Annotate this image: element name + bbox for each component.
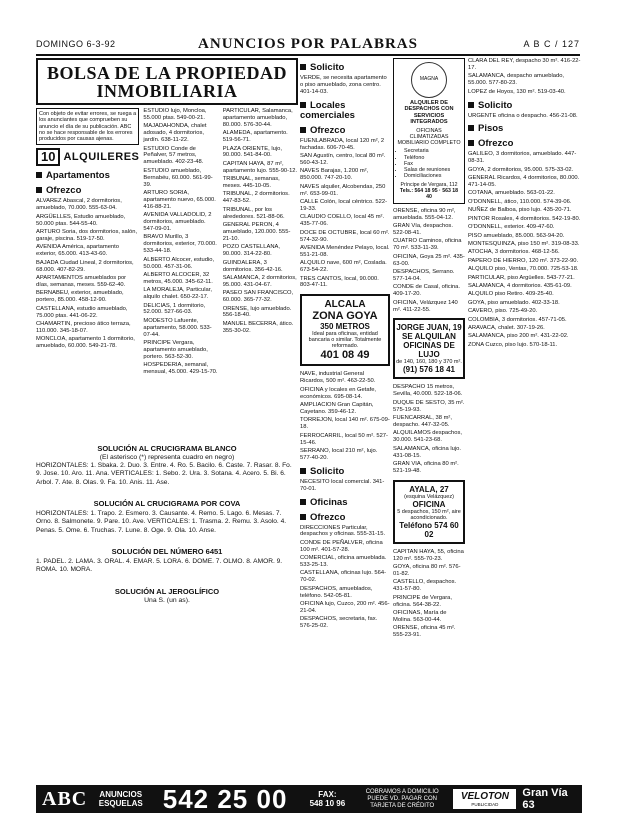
ayala-display-ad [393, 480, 465, 544]
solution-text: HORIZONTALES: 1. Sbaka. 2. Duo. 3. Entre. 4. Ro. 5. Bacilo. 6. Caste. 7. Rasar. 8. Fo. 9. Jose. 10. Aro. 11. Ana. VERTICALES: 1. Sebo. 2. Ura. 3. Sotana. 4. Acero. 5. Bi. 6. Arbol. 7. Ate. 8. Olas. 9. Fa. 10. Anis. 11. Ase. [36, 461, 292, 486]
classified-ad: CASTELLANA, estudio amueblado, 75.000 ptas. 441-06-22. [36, 305, 128, 319]
classified-ad: CAVERO, piso. 725-49-20. [468, 308, 538, 315]
classified-ad: SALAMANCA, 4 dormitorios. 435-61-09. [468, 282, 572, 289]
classified-ad: O'DONNELL, exterior. 409-47-60. [468, 224, 555, 231]
bullet-square-icon [36, 187, 42, 193]
classified-ad: DESPACHOS, Serrano. 577-14-04. [393, 268, 455, 282]
bullet-square-icon [468, 125, 474, 131]
classified-ad: COLOMBIA, 3 dormitorios. 457-71-05. [468, 316, 567, 323]
classified-ad: ATOCHA, 3 dormitorios. 468-12-56. [468, 249, 560, 256]
classified-ad: ESTUDIO lujo, Moncloa, 55.000 ptas. 549-00-21. [143, 108, 207, 121]
ad-body: 5 despachos, 150 m², aire acondicionado. [397, 508, 461, 521]
classified-ad: TRIBUNAL, 2 dormitorios. 447-83-52. [222, 191, 290, 205]
classified-ad: SAN Agustín, centro, local 80 m². 560-43-12. [300, 153, 386, 166]
fax-number: 548 10 96 [309, 799, 346, 808]
classified-ad: GOYA, 2 dormitorios, 95.000. 575-33-02. [468, 166, 574, 173]
classified-ad: ESTUDIO Conde de Peñalver, 57 metros, amueblado. 402-23-48. [143, 145, 204, 166]
classified-ad: MONCLOA, apartamento 1 dormitorio, amueblado, 60.000. 549-21-78. [36, 336, 135, 350]
classified-ad: ALAMEDA, apartamento. 519-56-71. [222, 130, 288, 144]
classified-ad: OFICINA lujo, Cuzco, 200 m². 456-21-04. [300, 601, 390, 614]
classified-ad: POZO CASTELLANA, 90.000. 314-22-80. [222, 244, 281, 258]
solution-title: SOLUCIÓN AL CRUCIGRAMA BLANCO [97, 444, 237, 453]
ad-heading: 350 METROS [320, 322, 370, 332]
classified-ad: DIRECCIONES Particular, despachos y oficinas. 555-31-15. [300, 524, 386, 538]
classified-ad: TORREJON, local 140 m². 675-09-18. [300, 417, 390, 431]
classified-ad: ALVAREZ Abascal, 2 dormitorios, amueblado, 70.000. 555-63-04. [36, 198, 122, 212]
classified-ad: DESPACHO 15 metros, Sevilla, 40.000. 522-18-06. [393, 384, 463, 398]
bullet-square-icon [300, 64, 306, 70]
list-item: • Domiciliaciones [404, 173, 461, 179]
services-list [397, 148, 461, 179]
heading-solicito: Solicito [300, 63, 390, 73]
classified-ad: MODESTO Lafuente, apartamento, 58.000. 533-07-44. [143, 317, 212, 338]
bullet-square-icon [36, 172, 42, 178]
heading-ofrezco: Ofrezco [300, 126, 390, 136]
classified-ad: CLAUDIO COELLO, local 45 m². 435-77-06. [300, 214, 385, 228]
solution-subtitle: (El asterisco (*) representa cuadro en negro) [99, 453, 235, 461]
subcolumn-3 [223, 108, 298, 378]
ad-phone: 401 08 49 [320, 349, 370, 362]
subcolumn-2 [143, 108, 218, 378]
ad-phone: (91) 576 18 41 [402, 365, 456, 375]
classified-ad: CLARA DEL REY, despacho 30 m². 416-22-17. [468, 58, 581, 71]
alquileres-heading [36, 148, 139, 166]
classified-ad: ARTURO SORIA, apartamento nuevo, 65.000. 416-88-21. [143, 189, 216, 210]
page-header [36, 36, 580, 56]
classified-ad: CUATRO Caminos, oficina 70 m². 533-11-39. [393, 238, 462, 252]
list-item: • Salas de reuniones [404, 167, 461, 173]
velton-logo [453, 789, 516, 809]
left-subcolumns [36, 108, 298, 378]
classified-ad: DESPACHOS, secretaria, fax. 576-25-02. [300, 616, 378, 630]
bullet-square-icon [300, 514, 306, 520]
classified-ad: GOYA, oficina 80 m². 576-01-82. [393, 564, 461, 577]
ad-subheading: OFICINAS CLIMATIZADAS MOBILIARIO COMPLETO [397, 127, 461, 147]
solutions-section [36, 440, 298, 605]
solution-title: SOLUCIÓN DEL NÚMERO 6451 [111, 547, 223, 557]
heading-oficinas: Oficinas [300, 498, 390, 508]
classified-ad: PRINCIPE de Vergara, oficina. 564-38-22. [393, 594, 452, 608]
section-word: ALQUILERES [63, 151, 140, 164]
classified-ad: NAVE, industrial General Ricardos, 500 m². 463-22-50. [300, 371, 376, 385]
classified-ad: ARAVACA, chalet. 307-19-26. [468, 324, 545, 331]
classified-ad: O'DONNELL, ático, 110.000. 574-39-06. [468, 198, 572, 205]
classified-ad: FERROCARRIL, local 50 m². 527-15-46. [300, 432, 388, 446]
classified-ad: HOSPEDERIA, semanal, mensual, 45.000. 429-15-70. [143, 362, 218, 376]
classified-ad: PINTOR Rosales, 4 dormitorios. 542-19-80. [468, 215, 581, 222]
classified-ad: BERNABEU, exterior, amueblado, portero, 85.000. 458-12-90. [36, 290, 124, 304]
section-number: 10 [36, 148, 60, 166]
abc-ad-banner [36, 785, 582, 813]
bullet-square-icon [468, 140, 474, 146]
bullet-square-icon [468, 102, 474, 108]
classified-ad: APARTAMENTOS amueblados por días, semanas, meses. 559-62-40. [36, 275, 127, 288]
ad-heading: ALCALA [324, 299, 366, 311]
classified-ad: NECESITO local comercial. 341-70-01. [300, 478, 385, 492]
classified-ad: ALBERTO Alcocer, estudio, 50.000. 457-31-06. [143, 256, 215, 270]
classified-ad: GENERAL Ricardos, 4 dormitorios, 80.000. 471-14-05. [468, 175, 580, 189]
section-title: ANUNCIOS POR PALABRAS [198, 36, 418, 52]
velton-name: VELOTON [460, 790, 509, 802]
column-pisos [468, 58, 582, 779]
classified-ad: SALAMANCA, 2 dormitorios, 95.000. 431-04-67. [222, 274, 297, 288]
bullet-square-icon [300, 468, 306, 474]
notice-box: Con objeto de evitar errores, se ruega a los anunciantes que comprueben su anuncio el día de su publicación. ABC no se hace responsable de los errores producidos por causas ajenas. [36, 108, 139, 145]
jorge-juan-display-ad [393, 318, 465, 379]
classified-ad: ARGÜELLES, Estudio amueblado, 50.000 ptas. 544-55-40. [36, 213, 126, 227]
classified-ad: FUENLABRADA, local 120 m², 2 fachadas. 606-70-45. [300, 137, 385, 151]
classified-ad: VERDE, se necesita apartamento o piso amueblado, zona centro. 401-14-03. [300, 75, 387, 95]
fax-label: FAX: [318, 790, 337, 799]
classified-ad: ARTURO Soria, dos dormitorios, salón, garaje, piscina. 519-17-50. [36, 229, 138, 243]
classified-ad: CAPITAN HAYA, 55, oficina 120 m². 555-70-23. [393, 548, 464, 562]
classified-ad: PRINCIPE Vergara, apartamento amueblado, portero. 563-52-30. [143, 340, 208, 360]
classified-ad: GENERAL PERON, 4 amueblado, 120.000. 555-21-10. [222, 222, 291, 242]
ad-heading: JORGE JUAN, 19 [396, 323, 462, 333]
classified-ad: GRAN Vía, despachos. 522-08-41. [393, 223, 453, 236]
classified-ad: COMERCIAL, oficina amueblada. 533-25-13. [300, 555, 387, 569]
solution-text: Una S. (un as). [144, 596, 190, 604]
list-item: • Secretaria [404, 148, 461, 154]
classified-ad: ORENSE, oficina 90 m², amueblada. 555-04-12. [393, 207, 456, 221]
solution-text: 1. PADEL. 2. LAMA. 3. ORAL. 4. EMAR. 5. LORA. 6. DOME. 7. OLMO. 8. AMOR. 9. ROMA. 10. MORA. [36, 558, 283, 574]
classified-ad: MANUEL BECERRA, ático. 355-30-02. [222, 320, 294, 334]
classified-ad: CONDE DE PEÑALVER, oficina 100 m². 401-57-28. [300, 539, 383, 553]
classified-ad: AVENIDA Menéndez Pelayo, local. 551-21-08. [300, 244, 390, 258]
classified-ad: TRES CANTOS, local, 90.000. 803-47-11. [300, 275, 379, 289]
classified-ad: GRAN VIA, oficina 80 m². 521-19-48. [393, 460, 459, 474]
classified-ad: AVENIDA América, apartamento exterior, 65.000. 413-43-60. [36, 244, 120, 258]
heading-apartamentos: Apartamentos [36, 171, 139, 181]
bolsa-line1: BOLSA DE LA PROPIEDAD [46, 63, 288, 83]
ad-body: de 140, 160, 180 y 370 m². [396, 359, 462, 366]
magna-display-ad [393, 58, 465, 204]
classified-ad: CHAMARTIN, precioso ático terraza, 110.000. 345-18-07. [36, 320, 131, 334]
classified-ad: OFICINAS, María de Molina. 563-00-44. [393, 610, 447, 623]
bullet-square-icon [300, 499, 306, 505]
classified-ad: TRIBUNAL, por los alrededores. 521-88-06. [222, 206, 285, 220]
classified-ad: DOCE DE OCTUBRE, local 60 m². 574-32-90. [300, 229, 390, 243]
classified-ad: DESPACHOS, amueblados, teléfono. 542-05-81. [300, 585, 373, 599]
classified-ad: LA MORALEJA, Particular, alquilo chalet. 650-22-17. [143, 287, 212, 301]
classified-ad: ALQUILO piso, Ventas, 70.000. 725-53-18. [468, 266, 579, 273]
heading-solicito: Solicito [468, 101, 582, 111]
classified-ad: PASEO SAN FRANCISCO, 60.000. 365-77-32. [222, 290, 294, 304]
classified-ad: NUÑEZ de Balboa, piso lujo. 435-20-71. [468, 207, 572, 214]
ad-body: Ideal para oficinas, entidad bancaria o similar. Totalmente reformado. [308, 331, 382, 350]
ad-subheading: (esquina Velázquez) [404, 493, 454, 500]
heading-ofrezco: Ofrezco [300, 513, 390, 523]
ad-address: Príncipe de Vergara, 112 [400, 181, 458, 188]
heading-ofrezco: Ofrezco [468, 139, 582, 149]
classified-ad: PAPERO DE HIERRO, 120 m². 373-22-90. [468, 257, 579, 264]
left-column-block [36, 58, 298, 779]
ad-heading: ZONA GOYA [312, 310, 378, 323]
classified-ad: SALAMANCA, despacho amueblado, 55.000. 577-80-23. [468, 73, 565, 87]
fax-block [300, 790, 355, 808]
classified-ad: AMPLIACION Gran Capitán, Cayetano. 359-46-12. [300, 401, 374, 415]
ad-heading: AYALA, 27 [409, 484, 449, 494]
heading-locales: Locales comerciales [300, 99, 355, 121]
list-item: • Fax [404, 161, 461, 167]
ad-heading: SE ALQUILAN [402, 332, 456, 342]
subcolumn-1 [36, 108, 139, 378]
solution-title: SOLUCIÓN AL CRUCIGRAMA POR COVA [93, 499, 241, 509]
classified-ad: TRIBUNAL, semanas, meses. 445-10-05. [222, 176, 280, 190]
bolsa-banner [36, 58, 298, 105]
classified-ad: GALILEO, 3 dormitorios, amueblado. 447-08-31. [468, 151, 577, 165]
velton-sub: PUBLICIDAD [471, 801, 499, 807]
classified-ad: PARTICULAR, piso Argüelles. 543-77-21. [468, 274, 575, 281]
classified-ad: CALLE Colón, local céntrico. 522-19-33. [300, 198, 387, 212]
classified-ad: BRAVO Murillo, 3 dormitorios, exterior, 70.000. 533-44-18. [143, 234, 217, 255]
classified-ad: SALAMANCA, piso 200 m². 431-22-02. [468, 333, 569, 340]
classified-ad: NAVES Barajas, 1.200 m², 850.000. 747-20-10. [300, 168, 369, 182]
payment-note: COBRAMOS A DOMICILIO PUEDE VD. PAGAR CON TARJETA DE CRÉDITO [365, 788, 439, 809]
classified-ad: FUENCARRAL, 38 m², despacho. 447-32-05. [393, 415, 452, 428]
ad-heading: OFICINA [412, 499, 446, 509]
classified-ad: URGENTE oficina o despacho. 456-21-08. [468, 112, 578, 119]
classified-ad: BAJADA Ciudad Lineal, 2 dormitorios, 68.000. 407-82-29. [36, 259, 134, 273]
classified-ad: PISO amueblado, 85.000. 563-94-20. [468, 232, 565, 239]
classified-ad: ORENSE, lujo amueblado. 556-18-40. [222, 305, 292, 319]
classified-ad: GUINDALERA, 3 dormitorios. 356-42-16. [222, 259, 283, 273]
solution-title: SOLUCIÓN AL JEROGLÍFICO [114, 586, 220, 596]
classified-ad: AVENIDA VALLADOLID, 2 dormitorios, amueblado. 547-09-01. [143, 212, 212, 232]
classified-ad: DELICIAS, 1 dormitorio, 52.000. 527-66-03. [143, 302, 206, 316]
classified-ad: ALBERTO ALCOCER, 32 metros, 45.000. 345-62-11. [143, 271, 213, 285]
classified-ad: DUQUE DE SESTO, 35 m². 575-19-93. [393, 399, 465, 413]
phone-number: 542 25 00 [162, 783, 288, 814]
classified-ad: MAJADAHONDA, chalet adosado, 4 dormitorios, jardín. 638-11-22. [143, 123, 207, 144]
heading-pisos: Pisos [468, 124, 582, 134]
anuncios-label: ANUNCIOS ESQUELAS [98, 790, 143, 808]
ad-heading: OFICINAS DE LUJO [403, 341, 455, 360]
classified-ad: COTANA, amueblado. 563-01-22. [468, 190, 555, 197]
classified-ad: SERRANO, local 210 m², lujo. 577-40-20. [300, 447, 378, 461]
heading-ofrezco: Ofrezco [36, 186, 139, 196]
ad-phone: Tels.: 564 18 95 · 563 18 40 [399, 187, 459, 200]
classified-ad: OFICINA, Velázquez 140 m². 411-22-55. [393, 299, 458, 313]
classified-ad: ESTUDIO amueblado, Bernabéu, 60.000. 561-99-39. [143, 167, 213, 188]
classified-ad: LOPEZ de Hoyos, 130 m². 519-03-40. [468, 88, 566, 95]
alcala-display-ad [300, 294, 390, 366]
classified-ad: ORENSE, oficina 45 m². 555-23-91. [393, 625, 456, 639]
magna-logo: MAGNA [411, 62, 447, 98]
bullet-square-icon [300, 102, 306, 108]
classified-ad: OFICINA, Goya 25 m². 435-63-00. [393, 253, 465, 267]
classified-ad: PLAZA ORIENTE, lujo, 90.000. 541-84-00. [222, 145, 282, 159]
list-item: • Teléfono [404, 155, 461, 161]
ad-heading: ALQUILER DE DESPACHOS CON SERVICIOS INTEGRADOS [404, 100, 454, 126]
classified-ad: CONDE de Casal, oficina. 409-17-20. [393, 284, 461, 298]
solution-text: HORIZONTALES: 1. Trapo. 2. Esmero. 3. Causante. 4. Remo. 5. Lago. 6. Mesas. 7. Orno. 8. Salmonete. 9. Pare. 10. Ave. VERTICALES: 1. Trasma. 2. Remu. 3. Asolo. 4. Penas. 5. Ome. 6. Truchas. 7. Lune. 8. Oge. 9. Ola. 10. Anse. [36, 509, 287, 534]
classified-ad: CASTELLO, despachos. 431-57-80. [393, 579, 457, 593]
gran-via-address: Gran Vía 63 [522, 787, 568, 811]
column-oficinas [393, 58, 465, 779]
bolsa-line2: INMOBILIARIA [96, 81, 238, 101]
heading-solicito: Solicito [300, 467, 390, 477]
abc-logo: ABC [42, 787, 88, 810]
bullet-square-icon [300, 127, 306, 133]
header-page-number: A B C / 127 [523, 39, 580, 49]
classified-ad: CASTELLANA, oficinas lujo. 564-70-02. [300, 570, 387, 584]
classified-ad: PARTICULAR, Salamanca, apartamento amueblado, 80.000. 576-30-44. [222, 108, 293, 128]
classified-ad: CAPITAN HAYA, 87 m², apartamento lujo. 555-90-12. [222, 160, 298, 174]
classified-ad: ZONA Cuzco, piso lujo. 570-18-11. [468, 341, 558, 348]
classified-ad: GOYA, piso amueblado. 402-33-18. [468, 299, 560, 306]
classified-ad: NAVES alquiler, Alcobendas, 250 m². 653-99-01. [300, 183, 386, 197]
column-locales [300, 58, 390, 779]
classified-ad: ALQUILO nave, 600 m², Coslada. 673-54-22. [300, 260, 387, 274]
classified-ad: ALQUILO piso Retiro. 409-25-40. [468, 291, 554, 298]
classified-ad: OFICINA y locales en Getafe, económicos. 695-08-14. [300, 386, 377, 400]
classified-ad: SALAMANCA, oficina lujo. 431-08-15. [393, 445, 461, 459]
header-date: DOMINGO 6-3-92 [36, 39, 116, 49]
classified-ad: MONTESQUINZA, piso 150 m². 319-08-33. [468, 240, 580, 247]
ad-phone: Teléfono 574 60 02 [399, 520, 459, 539]
classified-ad: ALQUILAMOS despachos, 30.000. 541-23-68. [393, 430, 462, 444]
